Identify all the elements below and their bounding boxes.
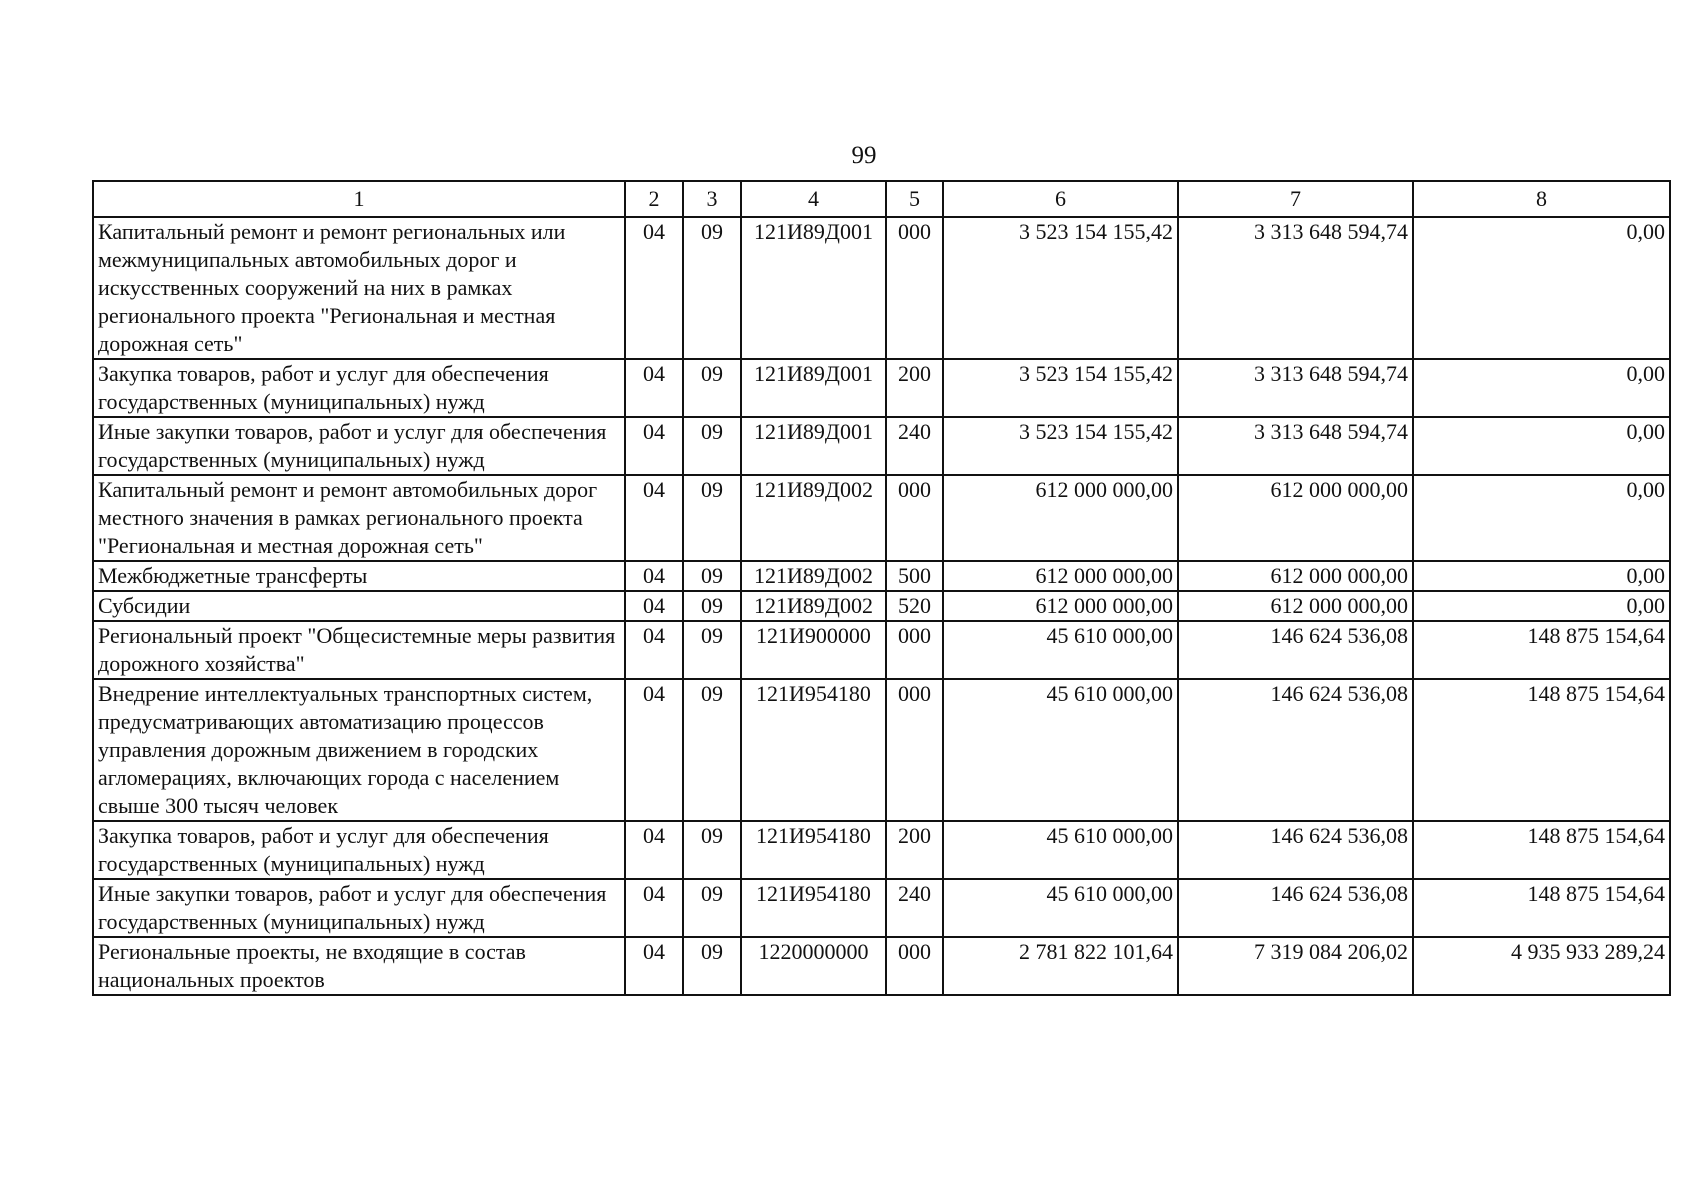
- subsection-code: 09: [683, 417, 741, 475]
- target-article-code: 121И89Д002: [741, 591, 886, 621]
- amount-col-7: 146 624 536,08: [1178, 879, 1413, 937]
- amount-col-7: 3 313 648 594,74: [1178, 359, 1413, 417]
- section-code: 04: [625, 821, 683, 879]
- amount-col-8: 0,00: [1413, 475, 1670, 561]
- amount-col-6: 45 610 000,00: [943, 821, 1178, 879]
- table-row: [93, 879, 1670, 937]
- amount-col-8: 0,00: [1413, 217, 1670, 359]
- amount-col-7: 3 313 648 594,74: [1178, 217, 1413, 359]
- expense-type-code: 200: [886, 359, 943, 417]
- amount-col-6: 2 781 822 101,64: [943, 937, 1178, 995]
- target-article-code: 1220000000: [741, 937, 886, 995]
- row-name: Иные закупки товаров, работ и услуг для обеспечения государственных (муниципальных) нужд: [93, 417, 625, 475]
- subsection-code: 09: [683, 679, 741, 821]
- amount-col-6: 45 610 000,00: [943, 679, 1178, 821]
- table-row: [93, 821, 1670, 879]
- amount-col-8: 0,00: [1413, 417, 1670, 475]
- header-cell: 2: [625, 181, 683, 217]
- table-row: [93, 217, 1670, 359]
- table-row: [93, 417, 1670, 475]
- table-row: [93, 475, 1670, 561]
- section-code: 04: [625, 591, 683, 621]
- amount-col-6: 45 610 000,00: [943, 879, 1178, 937]
- target-article-code: 121И954180: [741, 821, 886, 879]
- row-name: Внедрение интеллектуальных транспортных систем, предусматривающих автоматизацию процессов управления дорожным движением в городских агломерациях, включающих города с населением свыше 300 тысяч человек: [93, 679, 625, 821]
- table-row: [93, 359, 1670, 417]
- target-article-code: 121И89Д001: [741, 217, 886, 359]
- amount-col-8: 0,00: [1413, 561, 1670, 591]
- subsection-code: 09: [683, 217, 741, 359]
- amount-col-6: 612 000 000,00: [943, 475, 1178, 561]
- table-body: [93, 217, 1670, 995]
- header-cell: 4: [741, 181, 886, 217]
- header-cell: 6: [943, 181, 1178, 217]
- expense-type-code: 500: [886, 561, 943, 591]
- table-row: [93, 621, 1670, 679]
- target-article-code: 121И89Д002: [741, 561, 886, 591]
- section-code: 04: [625, 879, 683, 937]
- amount-col-7: 7 319 084 206,02: [1178, 937, 1413, 995]
- expense-type-code: 000: [886, 937, 943, 995]
- subsection-code: 09: [683, 821, 741, 879]
- target-article-code: 121И900000: [741, 621, 886, 679]
- amount-col-8: 0,00: [1413, 359, 1670, 417]
- row-name: Закупка товаров, работ и услуг для обеспечения государственных (муниципальных) нужд: [93, 359, 625, 417]
- target-article-code: 121И89Д002: [741, 475, 886, 561]
- table-row: [93, 937, 1670, 995]
- table-row: [93, 679, 1670, 821]
- row-name: Межбюджетные трансферты: [93, 561, 625, 591]
- row-name: Иные закупки товаров, работ и услуг для обеспечения государственных (муниципальных) нужд: [93, 879, 625, 937]
- amount-col-8: 148 875 154,64: [1413, 821, 1670, 879]
- amount-col-7: 146 624 536,08: [1178, 621, 1413, 679]
- header-cell: 5: [886, 181, 943, 217]
- header-row: [93, 181, 1670, 217]
- row-name: Субсидии: [93, 591, 625, 621]
- target-article-code: 121И89Д001: [741, 417, 886, 475]
- subsection-code: 09: [683, 359, 741, 417]
- expense-type-code: 000: [886, 679, 943, 821]
- section-code: 04: [625, 475, 683, 561]
- table-row: [93, 591, 1670, 621]
- header-cell: 1: [93, 181, 625, 217]
- amount-col-6: 3 523 154 155,42: [943, 359, 1178, 417]
- amount-col-8: 4 935 933 289,24: [1413, 937, 1670, 995]
- subsection-code: 09: [683, 879, 741, 937]
- amount-col-8: 148 875 154,64: [1413, 621, 1670, 679]
- expense-type-code: 200: [886, 821, 943, 879]
- amount-col-7: 3 313 648 594,74: [1178, 417, 1413, 475]
- row-name: Капитальный ремонт и ремонт автомобильных дорог местного значения в рамках регионального проекта "Региональная и местная дорожная сеть": [93, 475, 625, 561]
- section-code: 04: [625, 621, 683, 679]
- amount-col-7: 612 000 000,00: [1178, 475, 1413, 561]
- expense-type-code: 000: [886, 475, 943, 561]
- section-code: 04: [625, 217, 683, 359]
- table-row: [93, 561, 1670, 591]
- amount-col-6: 45 610 000,00: [943, 621, 1178, 679]
- section-code: 04: [625, 561, 683, 591]
- amount-col-8: 148 875 154,64: [1413, 879, 1670, 937]
- amount-col-7: 146 624 536,08: [1178, 821, 1413, 879]
- subsection-code: 09: [683, 937, 741, 995]
- target-article-code: 121И89Д001: [741, 359, 886, 417]
- target-article-code: 121И954180: [741, 879, 886, 937]
- header-cell: 3: [683, 181, 741, 217]
- amount-col-6: 612 000 000,00: [943, 561, 1178, 591]
- subsection-code: 09: [683, 591, 741, 621]
- row-name: Закупка товаров, работ и услуг для обеспечения государственных (муниципальных) нужд: [93, 821, 625, 879]
- page-number: 99: [851, 142, 877, 169]
- expense-type-code: 240: [886, 417, 943, 475]
- subsection-code: 09: [683, 475, 741, 561]
- row-name: Региональные проекты, не входящие в состав национальных проектов: [93, 937, 625, 995]
- header-cell: 8: [1413, 181, 1670, 217]
- subsection-code: 09: [683, 561, 741, 591]
- section-code: 04: [625, 937, 683, 995]
- amount-col-7: 612 000 000,00: [1178, 591, 1413, 621]
- amount-col-6: 612 000 000,00: [943, 591, 1178, 621]
- expense-type-code: 240: [886, 879, 943, 937]
- section-code: 04: [625, 417, 683, 475]
- section-code: 04: [625, 679, 683, 821]
- row-name: Региональный проект "Общесистемные меры развития дорожного хозяйства": [93, 621, 625, 679]
- row-name: Капитальный ремонт и ремонт региональных или межмуниципальных автомобильных дорог и искусственных сооружений на них в рамках регионального проекта "Региональная и местная дорожная сеть": [93, 217, 625, 359]
- target-article-code: 121И954180: [741, 679, 886, 821]
- header-cell: 7: [1178, 181, 1413, 217]
- expense-type-code: 000: [886, 217, 943, 359]
- amount-col-8: 148 875 154,64: [1413, 679, 1670, 821]
- subsection-code: 09: [683, 621, 741, 679]
- amount-col-7: 612 000 000,00: [1178, 561, 1413, 591]
- budget-table: [92, 180, 1671, 996]
- expense-type-code: 000: [886, 621, 943, 679]
- expense-type-code: 520: [886, 591, 943, 621]
- section-code: 04: [625, 359, 683, 417]
- amount-col-7: 146 624 536,08: [1178, 679, 1413, 821]
- amount-col-6: 3 523 154 155,42: [943, 417, 1178, 475]
- amount-col-6: 3 523 154 155,42: [943, 217, 1178, 359]
- amount-col-8: 0,00: [1413, 591, 1670, 621]
